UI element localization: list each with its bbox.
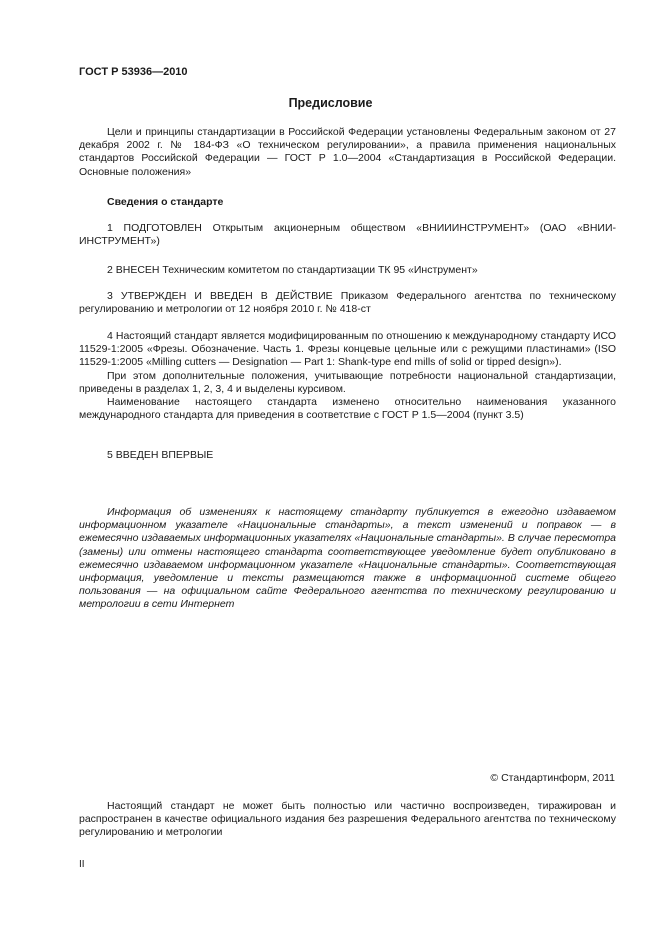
item-3: 3 УТВЕРЖДЕН И ВВЕДЕН В ДЕЙСТВИЕ Приказом Федерального агентства по техническому регулированию и метрологии от 12 ноября 2010 г. № 418-ст: [79, 290, 616, 316]
item-4-name-change: Наименование настоящего стандарта изменено относительно наименования указанного международного стандарта для приведения в соответствие с ГОСТ Р 1.5—2004 (пункт 3.5): [79, 396, 616, 422]
intro-paragraph-block: [79, 126, 616, 179]
page-title: Предисловие: [288, 96, 373, 110]
standard-info-heading: Сведения о стандарте: [107, 196, 224, 208]
item-1-block: [79, 222, 616, 248]
page-number: II: [79, 859, 85, 870]
item-4-additional: При этом дополнительные положения, учитывающие потребности национальной стандартизации, приведены в разделах 1, 2, 3, 4 и выделены курсивом.: [79, 369, 616, 395]
item-5-block: [79, 449, 616, 462]
item-2-block: [79, 264, 616, 277]
item-5: 5 ВВЕДЕН ВПЕРВЫЕ: [107, 449, 214, 461]
reproduction-notice-block: [79, 800, 616, 840]
reproduction-notice: Настоящий стандарт не может быть полностью или частично воспроизведен, тиражирован и распространен в качестве официального издания без разрешения Федерального агентства по техническому регулированию и метрологии: [79, 800, 616, 839]
intro-paragraph: Цели и принципы стандартизации в Российской Федерации установлены Федеральным законом от 27 декабря 2002 г. № 184-ФЗ «О техническом регулировании», а правила применения национальных стандартов Российской Федерации — ГОСТ Р 1.0—2004 «Стандартизация в Российской Федерации. Основные положения»: [79, 126, 616, 178]
info-notice-block: [79, 506, 616, 612]
item-2: 2 ВНЕСЕН Техническим комитетом по стандартизации ТК 95 «Инструмент»: [107, 264, 478, 276]
item-4: 4 Настоящий стандарт является модифицированным по отношению к международному стандарту ИСО 11529-1:2005 «Фрезы. Обозначение. Часть 1. Фрезы концевые цельные или с режущими пластинами» (ISO 11529-1:2005 «Milling cutters — Designation — Part 1: Shank-type end mills of solid or tipped design»).: [79, 330, 616, 369]
document-code: ГОСТ Р 53936—2010: [79, 66, 188, 78]
item-1: 1 ПОДГОТОВЛЕН Открытым акционерным обществом «ВНИИИНСТРУМЕНТ» (ОАО «ВНИИ-ИНСТРУМЕНТ»): [79, 222, 616, 248]
copyright: © Стандартинформ, 2011: [490, 772, 615, 784]
info-notice: Информация об изменениях к настоящему стандарту публикуется в ежегодно издаваемом информационном указателе «Национальные стандарты», а текст изменений и поправок — в ежемесячно издаваемых информационных указателях «Национальные стандарты». В случае пересмотра (замены) или отмены настоящего стандарта соответствующее уведомление будет опубликовано в ежемесячно издаваемом информационном указателе «Национальные стандарты». Соответствующая информация, уведомление и тексты размещаются также в информационной системе общего пользования — на официальном сайте Федерального агентства по техническому регулированию и метрологии в сети Интернет: [79, 506, 616, 611]
item-4-block: [79, 330, 616, 422]
item-3-block: [79, 290, 616, 316]
